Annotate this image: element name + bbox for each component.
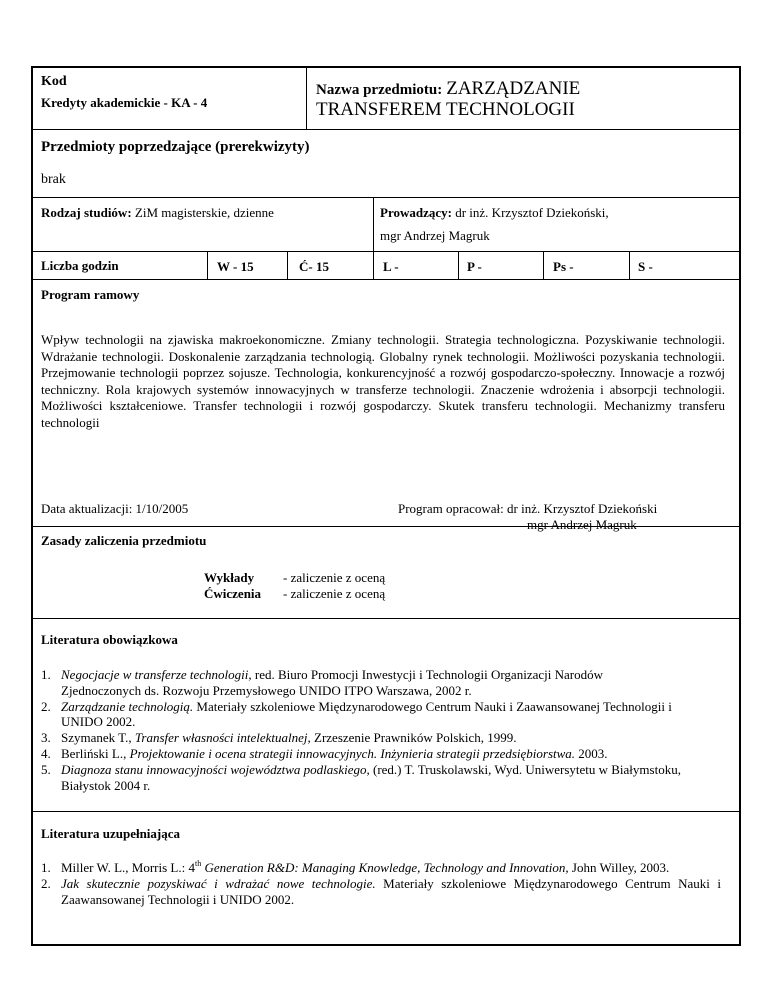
list-item [41,876,721,908]
exercises-value: - zaliczenie z oceną [283,586,386,601]
lecturer-label: Prowadzący: [380,205,452,220]
course-name-label: Nazwa przedmiotu: [316,82,443,98]
hours-exercises: Ć- 15 [299,259,329,274]
item-details: Materiały szkoleniowe Międzynarodowego Centrum Nauki i Zaawansowanej Technologii i UNIDO 2002. [61,698,672,730]
course-name [316,78,580,100]
item-title: Negocjacje w transferze technologii, [61,667,252,682]
divider [33,279,739,280]
hours-seminar: S - [638,259,653,274]
item-details: (red.) T. Truskolawski, Wyd. Uniwersytetu w Białymstoku, Białystok 2004 r. [61,761,681,793]
assessment-title: Zasady zaliczenia przedmiotu [41,533,207,548]
program-author-1: Program opracował: dr inż. Krzysztof Dziekoński [398,501,658,516]
list-item [41,730,681,746]
hours-label: Liczba godzin [41,258,119,273]
lecturer [380,205,609,221]
divider [33,618,739,619]
item-details: John Willey, 2003. [568,860,670,875]
supplementary-literature-list [41,860,721,907]
lecturer-value-2: mgr Andrzej Magruk [380,228,490,243]
course-name-line2: TRANSFEREM TECHNOLOGII [316,99,575,120]
divider [458,251,459,279]
lecturer-value-1: dr inż. Krzysztof Dziekoński, [455,205,609,220]
lectures-value: - zaliczenie z oceną [283,570,386,585]
divider [543,251,544,279]
divider [207,251,208,279]
item-author: Szymanek T., [61,730,135,746]
item-superscript: th [194,859,202,868]
item-number: 5. [41,761,51,777]
list-item [41,762,681,794]
item-details: red. Biuro Promocji Inwestycji i Technologii Organizacji Narodów Zjednoczonych ds. Rozwoju Przemysłowego UNIDO ITPO Warszawa, 2002 r. [61,667,603,698]
program-text: Wpływ technologii na zjawiska makroekonomiczne. Zmiany technologii. Strategia technologiczna. Pozyskiwanie technologii. Wdrażanie technologii. Doskonalenie zarządzania technologią. Globalny rynek technologii. Możliwości pozyskania technologii. Przejmowanie technologii poprzez sojusze. Technologia, konkurencyjność a rozwój gospodarczo-społeczny. Innowacje a rozwój techniczny. Rola krajowych systemów innowacyjnych w transferze technologii. Znaczenie wdrożenia i absorpcji technologii. Możliwości kształceniowe. Transfer technologii i rozwój gospodarczy. Skutek transferu technologii. Mechanizmy transferu technologii [41,332,725,430]
item-details: Materiały szkoleniowe Międzynarodowego Centrum Nauki i Zaawansowanej Technologii i UNIDO 2002. [61,875,722,907]
divider [33,197,739,198]
list-item [41,699,681,731]
mandatory-literature-title: Literatura obowiązkowa [41,632,178,647]
study-kind-label: Rodzaj studiów: [41,205,132,220]
item-title: Diagnoza stanu innowacyjności województwa podlaskiego, [61,761,370,777]
supplementary-literature-title: Literatura uzupełniająca [41,826,181,841]
item-author: Berliński L., [61,745,130,761]
divider [33,251,739,252]
item-number: 2. [41,698,51,714]
study-kind-value: ZiM magisterskie, dzienne [134,205,274,220]
course-name-line1: ZARZĄDZANIE [446,78,581,99]
divider [306,68,307,129]
mandatory-literature-list [41,667,681,793]
study-kind [41,205,274,221]
divider [373,197,374,251]
prerequisites-title: Przedmioty poprzedzające (prerekwizyty) [41,139,310,155]
item-details: Zrzeszenie Prawników Polskich, 1999. [310,730,517,746]
prerequisites-value: brak [41,172,66,187]
hours-lab: L - [383,259,399,274]
item-number: 4. [41,745,51,761]
item-details: 2003. [575,745,608,761]
item-title: Zarządzanie technologią. [61,698,194,714]
divider [33,811,739,812]
item-title: Transfer własności intelektualnej, [134,730,311,746]
program-title: Program ramowy [41,287,140,302]
program-author-2: mgr Andrzej Magruk [527,517,637,532]
list-item [41,860,721,876]
divider [373,251,374,279]
exercises-label: Ćwiczenia [204,586,262,601]
item-title: Generation R&D: Managing Knowledge, Technology and Innovation, [201,860,569,875]
hours-lecture: W - 15 [217,259,254,274]
kredyty-label: Kredyty akademickie - KA - 4 [41,95,208,110]
divider [629,251,630,279]
item-number: 1. [41,860,51,875]
item-number: 1. [41,667,51,682]
kod-label: Kod [41,74,67,89]
course-card [31,66,741,946]
lectures-label: Wykłady [204,570,255,585]
divider [287,251,288,279]
item-title: Projektowanie i ocena strategii innowacyjnych. Inżynieria strategii przedsiębiorstwa. [129,745,576,761]
item-title: Jak skutecznie pozyskiwać i wdrażać nowe technologie. [61,875,376,891]
list-item [41,746,681,762]
item-number: 2. [41,875,51,891]
hours-project: P - [467,259,482,274]
hours-seminar-ps: Ps - [553,259,574,274]
list-item [41,667,681,699]
item-author: Miller W. L., Morris L.: 4 [61,860,195,875]
divider [33,129,739,130]
update-date: Data aktualizacji: 1/10/2005 [41,501,189,516]
item-number: 3. [41,730,51,746]
